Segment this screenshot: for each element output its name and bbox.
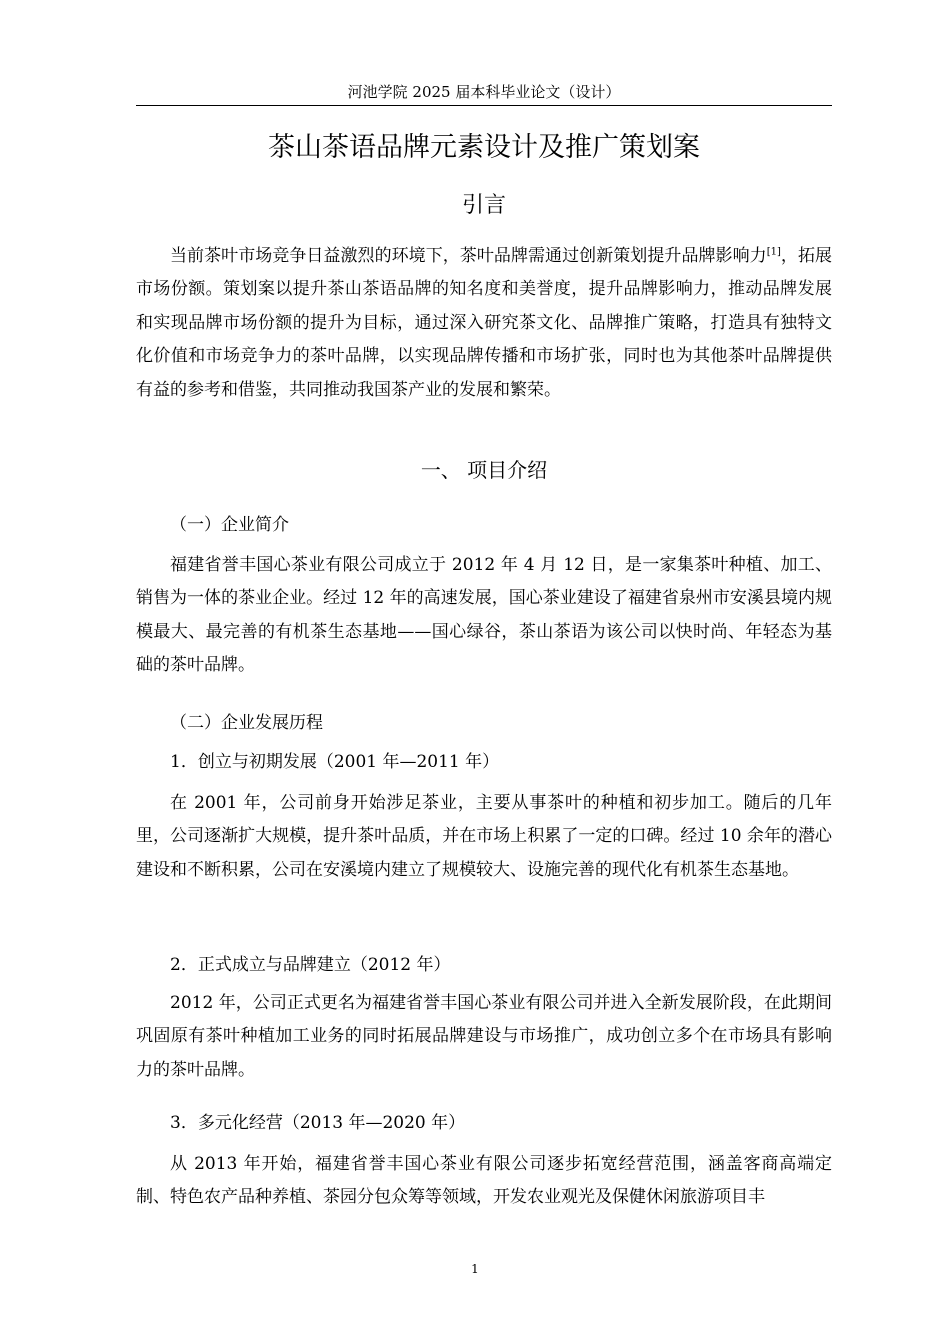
page-number: 1 [471, 1262, 479, 1276]
subsection-heading-history: （二）企业发展历程 [170, 713, 323, 733]
history-item2-text: 2012 年，公司正式更名为福建省誉丰国心茶业有限公司并进入全新发展阶段，在此期间巩固原有茶叶种植加工业务的同时拓展品牌建设与市场推广，成功创立多个在市场具有影响力的茶叶品牌。 [136, 993, 832, 1080]
intro-heading: 引言 [461, 193, 506, 218]
history-item3-paragraph [136, 1148, 832, 1215]
history-item1-text: 在 2001 年，公司前身开始涉足茶业，主要从事茶叶的种植和初步加工。随后的几年里，公司逐渐扩大规模，提升茶叶品质，并在市场上积累了一定的口碑。经过 10 余年的潜心建设和不断积累，公司在安溪境内建立了规模较大、设施完善的现代化有机茶生态基地。 [136, 793, 832, 880]
company-intro-text: 福建省誉丰国心茶业有限公司成立于 2012 年 4 月 12 日，是一家集茶叶种植、加工、销售为一体的茶业企业。经过 12 年的高速发展，国心茶业建设了福建省泉州市安溪县境内规模最大、最完善的有机茶生态基地——国心绿谷，茶山茶语为该公司以快时尚、年轻态为基础的茶叶品牌。 [136, 555, 832, 676]
company-intro-paragraph [136, 549, 832, 683]
history-item2-heading: 2．正式成立与品牌建立（2012 年） [170, 955, 451, 975]
subsection-heading-company-intro: （一）企业简介 [170, 515, 289, 535]
history-item2-paragraph [136, 987, 832, 1087]
history-item3-heading: 3．多元化经营（2013 年—2020 年） [170, 1113, 466, 1133]
header-rule [136, 105, 832, 106]
citation-ref: [1] [766, 246, 781, 258]
history-item1-heading: 1．创立与初期发展（2001 年—2011 年） [170, 752, 500, 772]
running-header: 河池学院 2025 届本科毕业论文（设计） [347, 83, 621, 101]
intro-text-part2: ，拓展市场份额。策划案以提升茶山茶语品牌的知名度和美誉度，提升品牌影响力，推动品牌发展和实现品牌市场份额的提升为目标，通过深入研究茶文化、品牌推广策略，打造具有独特文化价值和市场竞争力的茶叶品牌，以实现品牌传播和市场扩张，同时也为其他茶叶品牌提供有益的参考和借鉴，共同推动我国茶产业的发展和繁荣。 [136, 246, 833, 400]
section-heading-project-intro: 一、 项目介绍 [420, 458, 548, 482]
intro-paragraph [136, 240, 832, 407]
history-item1-paragraph [136, 787, 832, 887]
history-item3-text: 从 2013 年开始，福建省誉丰国心茶业有限公司逐步拓宽经营范围，涵盖客商高端定制、特色农产品种养植、茶园分包众筹等领域，开发农业观光及保健休闲旅游项目丰 [136, 1154, 832, 1208]
document-title: 茶山茶语品牌元素设计及推广策划案 [268, 132, 700, 163]
intro-text-part1: 当前茶叶市场竞争日益激烈的环境下，茶叶品牌需通过创新策划提升品牌影响力 [170, 246, 767, 266]
